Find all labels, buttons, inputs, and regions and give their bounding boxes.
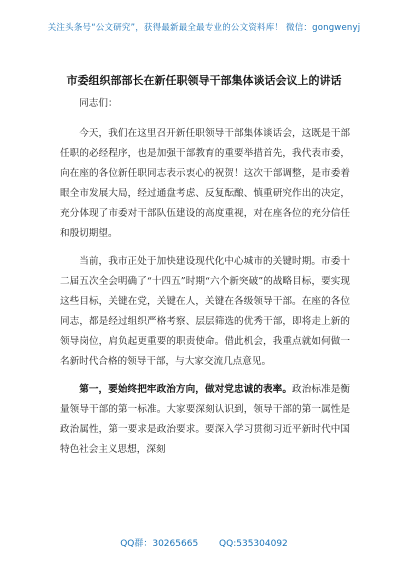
paragraph-1: 今天，我们在这里召开新任职领导干部集体谈话会，这既是干部任职的必经程序，也是加强干部教育的重要举措首先，我代表市委，向在座的各位新任职同志表示衷心的祝贺！这次干部调整，是市委着眼全市发展大局，经过通盘考虑、反复酝酿、慎重研究作出的决定，充分体现了市委对干部队伍建设的高度重视，对在座各位的充分信任和殷切期望。 (60, 128, 350, 239)
paragraph-3-rest: 政治标准是衡量领导干部的第一标准。大家要深刻认识到，领导干部的第一属性是政治属性，第一要求是政治要求。要深入学习贯彻习近平新时代中国特色社会主义思想，深刻 (60, 384, 351, 455)
document-title: 市委组织部部长在新任职领导干部集体谈话会议上的讲话 (66, 74, 342, 87)
paragraph-2: 当前，我市正处于加快建设现代化中心城市的关键时期。市委十二届五次全会明确了“十四五”时期“六个新突破”的战略目标，要实现这些目标，关键在党，关键在人，关键在各级领导干部。在座的各位同志，都是经过组织严格考察、层层筛选的优秀干部，即将走上新的领导岗位，肩负起更重要的职责使命。借此机会，我重点就如何做一名新时代合格的领导干部，与大家交流几点意见。 (60, 256, 350, 367)
paragraph-3-lead: 第一，要始终把牢政治方向，做对党忠诚的表率。 (79, 384, 293, 395)
header-promo-note: 关注头条号“公文研究”，获得最新最全最专业的公文资料库！ 微信：gongwenyj (47, 23, 361, 33)
footer-qq-group: QQ群：30265665 (120, 539, 199, 549)
document-body (60, 94, 350, 468)
footer-contact (0, 536, 408, 549)
footer-qq: QQ:535304092 (219, 539, 288, 549)
paragraph-3 (60, 380, 350, 460)
salutation: 同志们： (79, 98, 118, 109)
